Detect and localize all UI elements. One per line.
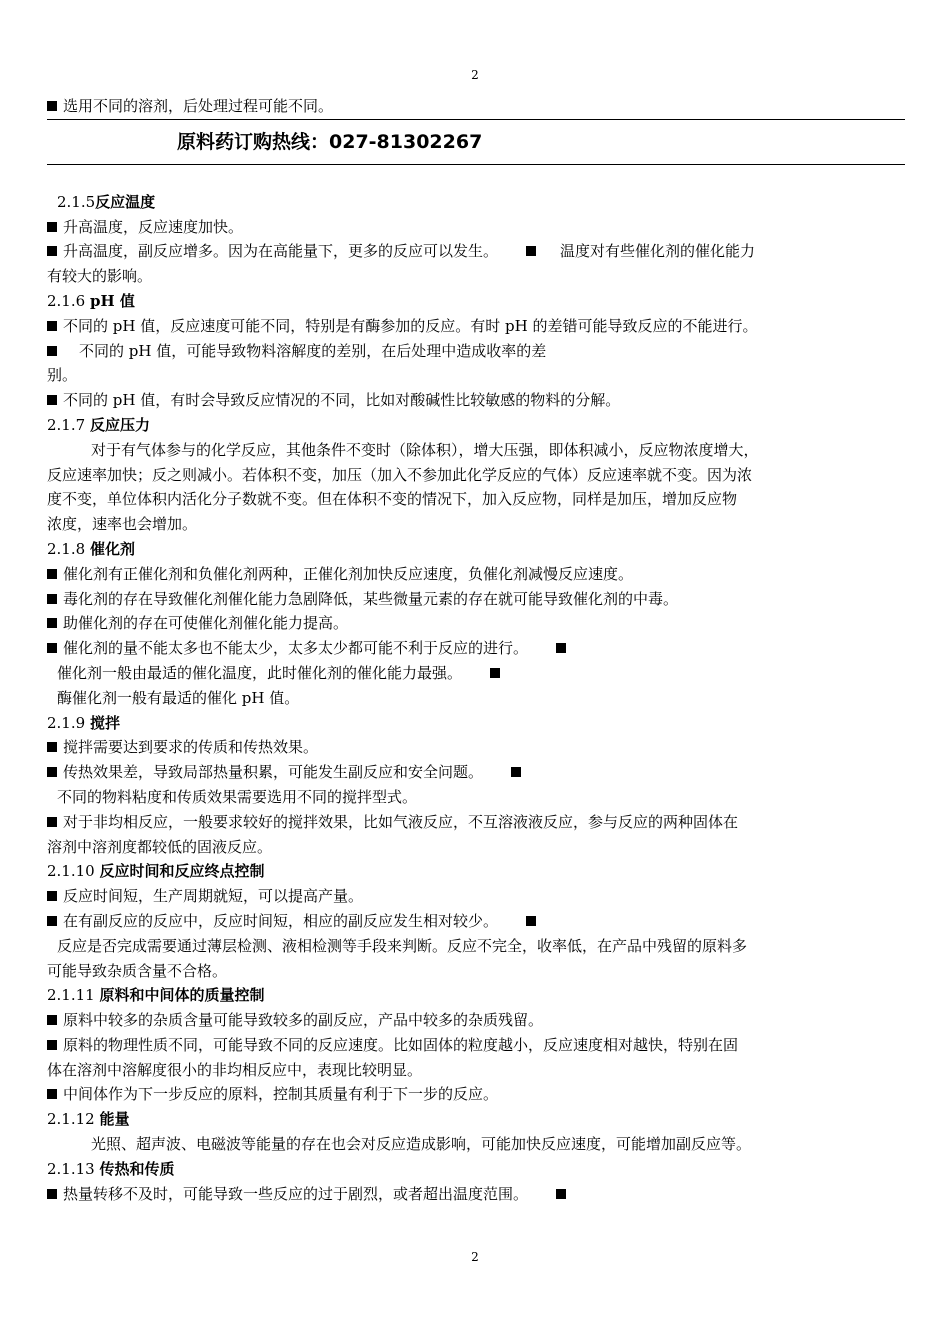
list-item: 催化剂有正催化剂和负催化剂两种，正催化剂加快反应速度，负催化剂减慢反应速度。 [47,562,905,587]
list-item: 不同的 pH 值，可能导致物料溶解度的差别，在后处理中造成收率的差 [47,339,905,364]
bullet-square-icon [47,569,57,579]
paragraph-line: 对于有气体参与的化学反应，其他条件不变时（除体积），增大压强，即体积减小，反应物浓度增大， [91,440,759,459]
bullet-square-icon [47,1089,57,1099]
list-item: 不同的 pH 值，反应速度可能不同，特别是有酶参加的反应。有时 pH 的差错可能导致反应的不能进行。 [47,314,905,339]
bullet-square-icon [47,321,57,331]
bullet-square-icon [47,594,57,604]
bullet-square-icon [47,916,57,926]
section-heading-2-1-11: 2.1.11 原料和中间体的质量控制 [47,986,265,1005]
list-item: 反应是否完成需要通过薄层检测、液相检测等手段来判断。反应不完全，收率低，在产品中残留的原料多 [57,936,748,955]
section-heading-2-1-13: 2.1.13 传热和传质 [47,1159,175,1178]
list-item-continuation: 别。 [47,366,78,385]
list-item-continuation: 体在溶剂中溶解度很小的非均相反应中，表现比较明显。 [47,1060,423,1079]
list-item: 催化剂一般由最适的催化温度，此时催化剂的催化能力最强。 [47,661,905,686]
list-item: 反应时间短，生产周期就短，可以提高产量。 [47,884,905,909]
bullet-square-icon [526,246,536,256]
list-item: 搅拌需要达到要求的传质和传热效果。 [47,735,905,760]
section-heading-2-1-9: 2.1.9 搅拌 [47,713,120,732]
intro-bullet: 选用不同的溶剂，后处理过程可能不同。 [47,94,905,119]
bullet-square-icon [47,395,57,405]
bullet-square-icon [526,916,536,926]
bullet-square-icon [47,891,57,901]
bullet-square-icon [47,817,57,827]
bullet-square-icon [511,767,521,777]
section-heading-2-1-12: 2.1.12 能量 [47,1110,130,1129]
bullet-square-icon [47,1015,57,1025]
page-number-bottom: 2 [471,1250,479,1264]
list-item: 中间体作为下一步反应的原料，控制其质量有利于下一步的反应。 [47,1082,905,1107]
section-heading-2-1-6: 2.1.6 pH 值 [47,291,135,310]
list-item: 不同的 pH 值，有时会导致反应情况的不同，比如对酸碱性比较敏感的物料的分解。 [47,388,905,413]
list-item: 升高温度，副反应增多。因为在高能量下，更多的反应可以发生。 温度对有些催化剂的催化能力 [47,239,905,264]
page-number-top: 2 [471,68,479,82]
list-item: 在有副反应的反应中，反应时间短，相应的副反应发生相对较少。 [47,909,905,934]
list-item: 助催化剂的存在可使催化剂催化能力提高。 [47,611,905,636]
bullet-square-icon [47,346,57,356]
bullet-square-icon [47,643,57,653]
list-item-continuation: 有较大的影响。 [47,267,153,286]
bullet-square-icon [490,668,500,678]
list-item: 热量转移不及时，可能导致一些反应的过于剧烈，或者超出温度范围。 [47,1182,905,1207]
list-item: 原料的物理性质不同，可能导致不同的反应速度。比如固体的粒度越小，反应速度相对越快，特别在固 [47,1033,905,1058]
list-item: 升高温度，反应速度加快。 [47,215,905,240]
section-heading-2-1-8: 2.1.8 催化剂 [47,539,135,558]
section-heading-2-1-10: 2.1.10 反应时间和反应终点控制 [47,862,265,881]
list-item: 催化剂的量不能太多也不能太少，太多太少都可能不利于反应的进行。 [47,636,905,661]
section-heading-2-1-5: 2.1.5反应温度 [57,192,156,211]
list-item: 对于非均相反应，一般要求较好的搅拌效果，比如气液反应，不互溶液液反应，参与反应的两种固体在 [47,810,905,835]
paragraph-line: 度不变，单位体积内活化分子数就不变。但在体积不变的情况下，加入反应物，同样是加压，增加反应物 [47,490,738,509]
paragraph-line: 光照、超声波、电磁波等能量的存在也会对反应造成影响，可能加快反应速度，可能增加副反应等。 [91,1135,752,1154]
bullet-square-icon [47,1189,57,1199]
list-item: 不同的物料粘度和传质效果需要选用不同的搅拌型式。 [57,787,418,806]
section-heading-2-1-7: 2.1.7 反应压力 [47,415,150,434]
list-item: 酶催化剂一般有最适的催化 pH 值。 [57,688,300,707]
list-item-continuation: 可能导致杂质含量不合格。 [47,961,228,980]
paragraph-line: 反应速率加快；反之则减小。若体积不变，加压（加入不参加此化学反应的气体）反应速率就不变。因为浓 [47,465,753,484]
paragraph-line: 浓度，速率也会增加。 [47,515,198,534]
document-page [47,0,905,1206]
bullet-square-icon [47,1040,57,1050]
list-item-continuation: 溶剂中溶剂度都较低的固液反应。 [47,837,273,856]
bullet-square-icon [47,101,57,111]
bullet-square-icon [556,1189,566,1199]
bullet-square-icon [47,222,57,232]
bullet-square-icon [47,618,57,628]
bullet-square-icon [556,643,566,653]
bullet-square-icon [47,767,57,777]
list-item: 毒化剂的存在导致催化剂催化能力急剧降低，某些微量元素的存在就可能导致催化剂的中毒。 [47,587,905,612]
bullet-square-icon [47,742,57,752]
bullet-square-icon [47,246,57,256]
list-item: 原料中较多的杂质含量可能导致较多的副反应，产品中较多的杂质残留。 [47,1008,905,1033]
list-item: 传热效果差，导致局部热量积累，可能发生副反应和安全问题。 [47,760,905,785]
hotline-banner: 原料药订购热线：027-81302267 [177,130,483,153]
